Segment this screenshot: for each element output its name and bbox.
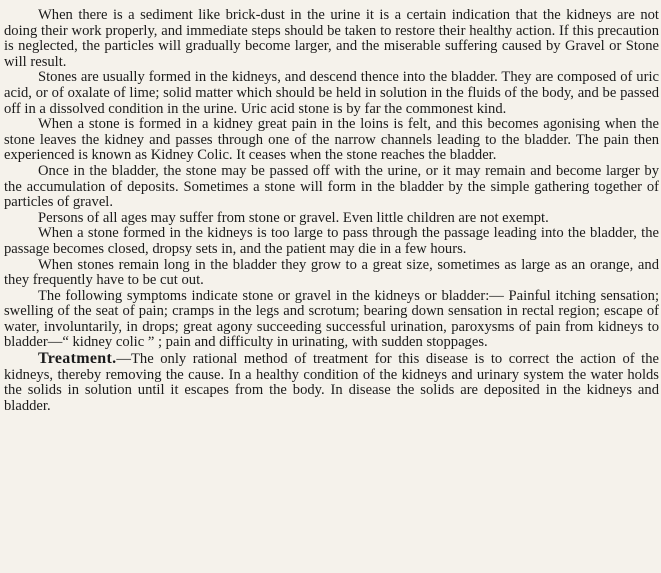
paragraph-sediment: When there is a sediment like brick-dust in the urine it is a certain indication that the kidneys are not doing their work properly, and immediate steps should be taken to restore their healthy action. If this precaution is neglected, the particles will gradually become larger, and the miserable suffering caused by Gravel or Stone will result. [4, 7, 659, 70]
paragraph-stone-formation: Stones are usually formed in the kidneys, and descend thence into the bladder. They are composed of uric acid, or of oxalate of lime; solid matter which should be held in solution in the fluids of the body, and be passed off in a dissolved condition in the urine. Uric acid stone is by far the commonest kind. [4, 69, 659, 117]
paragraph-treatment [4, 351, 659, 414]
paragraph-symptoms: The following symptoms indicate stone or gravel in the kidneys or bladder:— Painful itching sensation; swelling of the seat of pain; cramps in the legs and scrotum; bearing down sensation in rectal region; escape of water, involuntarily, in drops; great agony succeeding successful urination, paroxysms of pain from kidneys to bladder—“ kidney colic ” ; pain and difficulty in urinating, with sudden stoppages. [4, 287, 659, 351]
paragraph-bladder: Once in the bladder, the stone may be passed off with the urine, or it may remain and become larger by the accumulation of deposits. Sometimes a stone will form in the bladder by the simple gathering together of particles of gravel. [4, 162, 659, 211]
paragraph-large-stones: When stones remain long in the bladder they grow to a great size, sometimes as large as an orange, and they frequently have to be cut out. [4, 256, 659, 289]
treatment-text: —The only rational method of treatment for this disease is to correct the action of the kidneys, thereby removing the cause. In a healthy condition of the kidneys and urinary system the water holds the solids in solution until it escapes from the body. In disease the solids are deposited in the kidneys and bladder. [4, 351, 659, 414]
paragraph-ages: Persons of all ages may suffer from stone or gravel. Even little children are not exempt. [38, 209, 549, 226]
treatment-heading: Treatment. [38, 350, 117, 368]
paragraph-passage-closed: When a stone formed in the kidneys is too large to pass through the passage leading into the bladder, the passage becomes closed, dropsy sets in, and the patient may die in a few hours. [4, 225, 659, 257]
paragraph-kidney-colic: When a stone is formed in a kidney great pain in the loins is felt, and this becomes agonising when the stone leaves the kidney and passes through one of the narrow channels leading to the bladder. The pain then experienced is known as Kidney Colic. It ceases when the stone reaches the bladder. [4, 116, 659, 164]
